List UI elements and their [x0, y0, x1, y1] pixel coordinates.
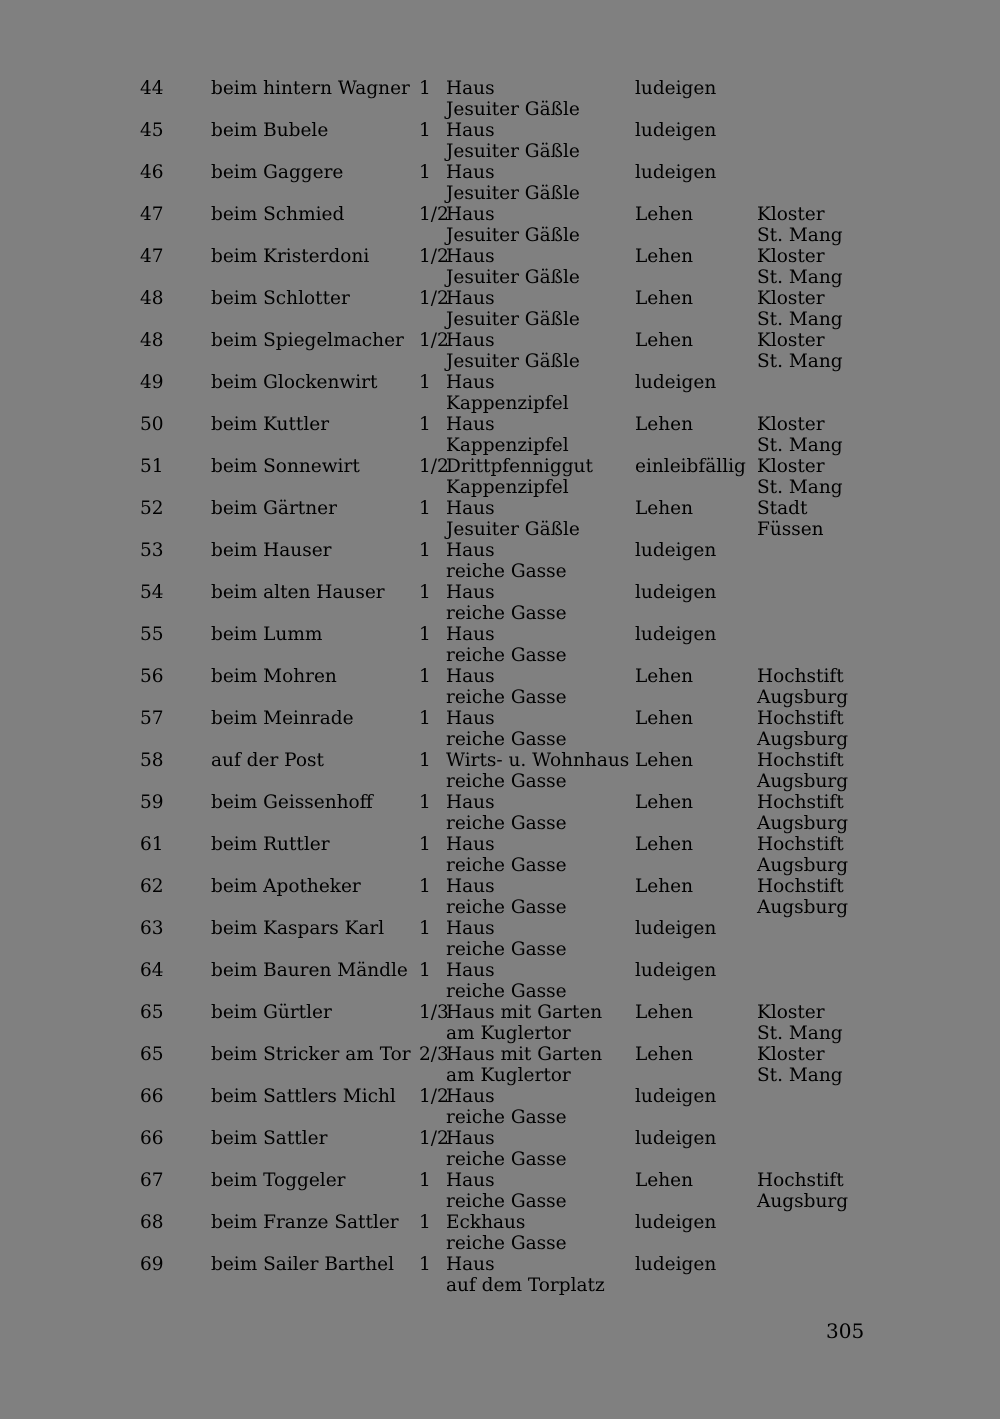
property-object: Haus — [446, 120, 495, 141]
share-quantity: 1/2 — [419, 246, 449, 267]
tenure-status: Lehen — [635, 708, 694, 729]
table-row — [140, 540, 860, 582]
owner-line-1: Kloster — [757, 246, 825, 267]
tenure-status: ludeigen — [635, 540, 717, 561]
tenure-status: ludeigen — [635, 1212, 717, 1233]
entry-number: 67 — [140, 1170, 164, 1191]
property-object: Haus — [446, 246, 495, 267]
entry-number: 52 — [140, 498, 164, 519]
table-row — [140, 204, 860, 246]
tenure-status: ludeigen — [635, 918, 717, 939]
house-name: beim Stricker am Tor — [211, 1044, 411, 1065]
owner-line-2: St. Mang — [757, 435, 843, 456]
street-location: reiche Gasse — [446, 1233, 567, 1254]
share-quantity: 1 — [419, 1254, 431, 1275]
owner-line-2: St. Mang — [757, 477, 843, 498]
share-quantity: 1 — [419, 372, 431, 393]
table-row — [140, 288, 860, 330]
house-name: beim hintern Wagner — [211, 78, 410, 99]
property-object: Haus — [446, 372, 495, 393]
share-quantity: 1/2 — [419, 1086, 449, 1107]
share-quantity: 1 — [419, 1212, 431, 1233]
owner-line-2: St. Mang — [757, 225, 843, 246]
entry-number: 47 — [140, 246, 164, 267]
table-row — [140, 708, 860, 750]
property-object: Haus — [446, 960, 495, 981]
table-row — [140, 414, 860, 456]
house-name: beim Kristerdoni — [211, 246, 370, 267]
house-name: beim Gaggere — [211, 162, 344, 183]
house-name: beim Bubele — [211, 120, 329, 141]
table-row — [140, 78, 860, 120]
entry-number: 68 — [140, 1212, 164, 1233]
tenure-status: ludeigen — [635, 960, 717, 981]
page-number: 305 — [826, 1319, 865, 1343]
tenure-status: ludeigen — [635, 624, 717, 645]
entry-number: 57 — [140, 708, 164, 729]
owner-line-1: Kloster — [757, 456, 825, 477]
property-object: Haus mit Garten — [446, 1002, 603, 1023]
share-quantity: 1/2 — [419, 330, 449, 351]
property-object: Haus — [446, 204, 495, 225]
entry-number: 56 — [140, 666, 164, 687]
street-location: reiche Gasse — [446, 1107, 567, 1128]
entry-number: 48 — [140, 330, 164, 351]
owner-line-2: St. Mang — [757, 351, 843, 372]
entry-number: 47 — [140, 204, 164, 225]
house-name: beim Gürtler — [211, 1002, 332, 1023]
property-object: Haus — [446, 792, 495, 813]
house-name: beim Glockenwirt — [211, 372, 378, 393]
share-quantity: 1 — [419, 1170, 431, 1191]
property-object: Haus — [446, 540, 495, 561]
property-object: Haus — [446, 666, 495, 687]
tenure-status: ludeigen — [635, 1254, 717, 1275]
property-object: Haus — [446, 498, 495, 519]
property-object: Haus — [446, 708, 495, 729]
entry-number: 65 — [140, 1044, 164, 1065]
house-name: beim Lumm — [211, 624, 323, 645]
table-row — [140, 120, 860, 162]
share-quantity: 1 — [419, 750, 431, 771]
table-row — [140, 1170, 860, 1212]
owner-line-2: Füssen — [757, 519, 824, 540]
entry-number: 46 — [140, 162, 164, 183]
entry-number: 55 — [140, 624, 164, 645]
entry-number: 59 — [140, 792, 164, 813]
tenure-status: Lehen — [635, 834, 694, 855]
property-object: Haus — [446, 1086, 495, 1107]
share-quantity: 1 — [419, 960, 431, 981]
tenure-status: Lehen — [635, 246, 694, 267]
property-object: Haus — [446, 624, 495, 645]
street-location: reiche Gasse — [446, 981, 567, 1002]
tenure-status: ludeigen — [635, 120, 717, 141]
table-row — [140, 750, 860, 792]
property-object: Haus — [446, 1254, 495, 1275]
tenure-status: ludeigen — [635, 372, 717, 393]
entry-number: 61 — [140, 834, 164, 855]
tenure-status: Lehen — [635, 1002, 694, 1023]
entry-number: 48 — [140, 288, 164, 309]
property-object: Haus — [446, 876, 495, 897]
table-row — [140, 330, 860, 372]
owner-line-1: Hochstift — [757, 834, 844, 855]
table-row — [140, 834, 860, 876]
property-object: Wirts- u. Wohnhaus — [446, 750, 630, 771]
house-name: beim Toggeler — [211, 1170, 346, 1191]
street-location: Jesuiter Gäßle — [446, 99, 580, 120]
street-location: Jesuiter Gäßle — [446, 141, 580, 162]
share-quantity: 1 — [419, 876, 431, 897]
property-object: Haus — [446, 78, 495, 99]
entry-number: 53 — [140, 540, 164, 561]
entry-number: 54 — [140, 582, 164, 603]
owner-line-2: Augsburg — [757, 1191, 849, 1212]
tenure-status: Lehen — [635, 1170, 694, 1191]
street-location: reiche Gasse — [446, 855, 567, 876]
owner-line-2: St. Mang — [757, 267, 843, 288]
share-quantity: 1/3 — [419, 1002, 449, 1023]
property-object: Haus — [446, 582, 495, 603]
entry-number: 66 — [140, 1128, 164, 1149]
house-name: beim Kuttler — [211, 414, 330, 435]
owner-line-1: Hochstift — [757, 1170, 844, 1191]
tenure-status: Lehen — [635, 666, 694, 687]
street-location: am Kuglertor — [446, 1023, 571, 1044]
owner-line-2: Augsburg — [757, 813, 849, 834]
tenure-status: ludeigen — [635, 1128, 717, 1149]
share-quantity: 2/3 — [419, 1044, 449, 1065]
street-location: reiche Gasse — [446, 939, 567, 960]
house-name: beim Ruttler — [211, 834, 330, 855]
table-row — [140, 624, 860, 666]
property-object: Haus mit Garten — [446, 1044, 603, 1065]
owner-line-1: Hochstift — [757, 750, 844, 771]
entry-number: 58 — [140, 750, 164, 771]
house-name: beim Sailer Barthel — [211, 1254, 395, 1275]
share-quantity: 1 — [419, 414, 431, 435]
tenure-status: Lehen — [635, 750, 694, 771]
house-name: beim Schmied — [211, 204, 345, 225]
table-row — [140, 1086, 860, 1128]
property-register-table — [140, 78, 860, 1296]
house-name: beim Sonnewirt — [211, 456, 360, 477]
owner-line-2: St. Mang — [757, 1065, 843, 1086]
owner-line-2: Augsburg — [757, 729, 849, 750]
table-row — [140, 792, 860, 834]
house-name: beim Bauren Mändle — [211, 960, 408, 981]
tenure-status: Lehen — [635, 498, 694, 519]
tenure-status: ludeigen — [635, 78, 717, 99]
table-row — [140, 456, 860, 498]
property-object: Haus — [446, 1170, 495, 1191]
entry-number: 65 — [140, 1002, 164, 1023]
share-quantity: 1 — [419, 540, 431, 561]
entry-number: 44 — [140, 78, 164, 99]
street-location: reiche Gasse — [446, 603, 567, 624]
entry-number: 49 — [140, 372, 164, 393]
owner-line-2: Augsburg — [757, 897, 849, 918]
street-location: Kappenzipfel — [446, 435, 569, 456]
table-row — [140, 582, 860, 624]
table-row — [140, 498, 860, 540]
entry-number: 66 — [140, 1086, 164, 1107]
street-location: reiche Gasse — [446, 897, 567, 918]
tenure-status: ludeigen — [635, 1086, 717, 1107]
house-name: beim Geissenhoff — [211, 792, 373, 813]
entry-number: 69 — [140, 1254, 164, 1275]
property-object: Haus — [446, 288, 495, 309]
owner-line-1: Hochstift — [757, 666, 844, 687]
property-object: Haus — [446, 1128, 495, 1149]
table-row — [140, 918, 860, 960]
table-row — [140, 246, 860, 288]
table-row — [140, 1128, 860, 1170]
share-quantity: 1 — [419, 708, 431, 729]
property-object: Haus — [446, 414, 495, 435]
street-location: Kappenzipfel — [446, 393, 569, 414]
house-name: auf der Post — [211, 750, 324, 771]
tenure-status: ludeigen — [635, 162, 717, 183]
house-name: beim alten Hauser — [211, 582, 385, 603]
street-location: reiche Gasse — [446, 561, 567, 582]
share-quantity: 1 — [419, 582, 431, 603]
property-object: Haus — [446, 330, 495, 351]
house-name: beim Meinrade — [211, 708, 354, 729]
share-quantity: 1 — [419, 624, 431, 645]
tenure-status: Lehen — [635, 330, 694, 351]
owner-line-1: Kloster — [757, 1002, 825, 1023]
table-row — [140, 1254, 860, 1296]
tenure-status: ludeigen — [635, 582, 717, 603]
owner-line-1: Hochstift — [757, 876, 844, 897]
street-location: Jesuiter Gäßle — [446, 183, 580, 204]
street-location: reiche Gasse — [446, 771, 567, 792]
entry-number: 63 — [140, 918, 164, 939]
entry-number: 62 — [140, 876, 164, 897]
house-name: beim Spiegelmacher — [211, 330, 404, 351]
table-row — [140, 1212, 860, 1254]
owner-line-2: St. Mang — [757, 1023, 843, 1044]
street-location: reiche Gasse — [446, 729, 567, 750]
street-location: am Kuglertor — [446, 1065, 571, 1086]
street-location: auf dem Torplatz — [446, 1275, 605, 1296]
owner-line-1: Hochstift — [757, 792, 844, 813]
entry-number: 45 — [140, 120, 164, 141]
share-quantity: 1 — [419, 666, 431, 687]
table-row — [140, 960, 860, 1002]
share-quantity: 1 — [419, 78, 431, 99]
share-quantity: 1/2 — [419, 288, 449, 309]
house-name: beim Hauser — [211, 540, 332, 561]
owner-line-2: Augsburg — [757, 855, 849, 876]
street-location: Jesuiter Gäßle — [446, 225, 580, 246]
table-row — [140, 1044, 860, 1086]
house-name: beim Mohren — [211, 666, 337, 687]
tenure-status: einleibfällig — [635, 456, 746, 477]
property-object: Drittpfenniggut — [446, 456, 593, 477]
owner-line-2: St. Mang — [757, 309, 843, 330]
entry-number: 64 — [140, 960, 164, 981]
tenure-status: Lehen — [635, 792, 694, 813]
owner-line-1: Kloster — [757, 414, 825, 435]
street-location: Kappenzipfel — [446, 477, 569, 498]
table-row — [140, 1002, 860, 1044]
house-name: beim Sattler — [211, 1128, 328, 1149]
owner-line-1: Kloster — [757, 204, 825, 225]
share-quantity: 1 — [419, 792, 431, 813]
owner-line-1: Kloster — [757, 288, 825, 309]
property-object: Haus — [446, 918, 495, 939]
tenure-status: Lehen — [635, 1044, 694, 1065]
house-name: beim Sattlers Michl — [211, 1086, 396, 1107]
house-name: beim Schlotter — [211, 288, 350, 309]
street-location: reiche Gasse — [446, 687, 567, 708]
street-location: reiche Gasse — [446, 645, 567, 666]
street-location: Jesuiter Gäßle — [446, 267, 580, 288]
entry-number: 51 — [140, 456, 164, 477]
street-location: Jesuiter Gäßle — [446, 519, 580, 540]
share-quantity: 1 — [419, 918, 431, 939]
house-name: beim Gärtner — [211, 498, 337, 519]
house-name: beim Franze Sattler — [211, 1212, 399, 1233]
property-object: Haus — [446, 834, 495, 855]
owner-line-1: Stadt — [757, 498, 808, 519]
share-quantity: 1/2 — [419, 204, 449, 225]
property-object: Haus — [446, 162, 495, 183]
share-quantity: 1/2 — [419, 456, 449, 477]
tenure-status: Lehen — [635, 288, 694, 309]
street-location: reiche Gasse — [446, 813, 567, 834]
share-quantity: 1/2 — [419, 1128, 449, 1149]
street-location: reiche Gasse — [446, 1191, 567, 1212]
house-name: beim Apotheker — [211, 876, 361, 897]
owner-line-2: Augsburg — [757, 687, 849, 708]
share-quantity: 1 — [419, 834, 431, 855]
street-location: reiche Gasse — [446, 1149, 567, 1170]
share-quantity: 1 — [419, 120, 431, 141]
house-name: beim Kaspars Karl — [211, 918, 385, 939]
street-location: Jesuiter Gäßle — [446, 309, 580, 330]
owner-line-1: Hochstift — [757, 708, 844, 729]
table-row — [140, 162, 860, 204]
owner-line-1: Kloster — [757, 1044, 825, 1065]
tenure-status: Lehen — [635, 876, 694, 897]
entry-number: 50 — [140, 414, 164, 435]
street-location: Jesuiter Gäßle — [446, 351, 580, 372]
owner-line-1: Kloster — [757, 330, 825, 351]
owner-line-2: Augsburg — [757, 771, 849, 792]
property-object: Eckhaus — [446, 1212, 526, 1233]
share-quantity: 1 — [419, 498, 431, 519]
share-quantity: 1 — [419, 162, 431, 183]
tenure-status: Lehen — [635, 204, 694, 225]
table-row — [140, 666, 860, 708]
tenure-status: Lehen — [635, 414, 694, 435]
table-row — [140, 876, 860, 918]
table-row — [140, 372, 860, 414]
